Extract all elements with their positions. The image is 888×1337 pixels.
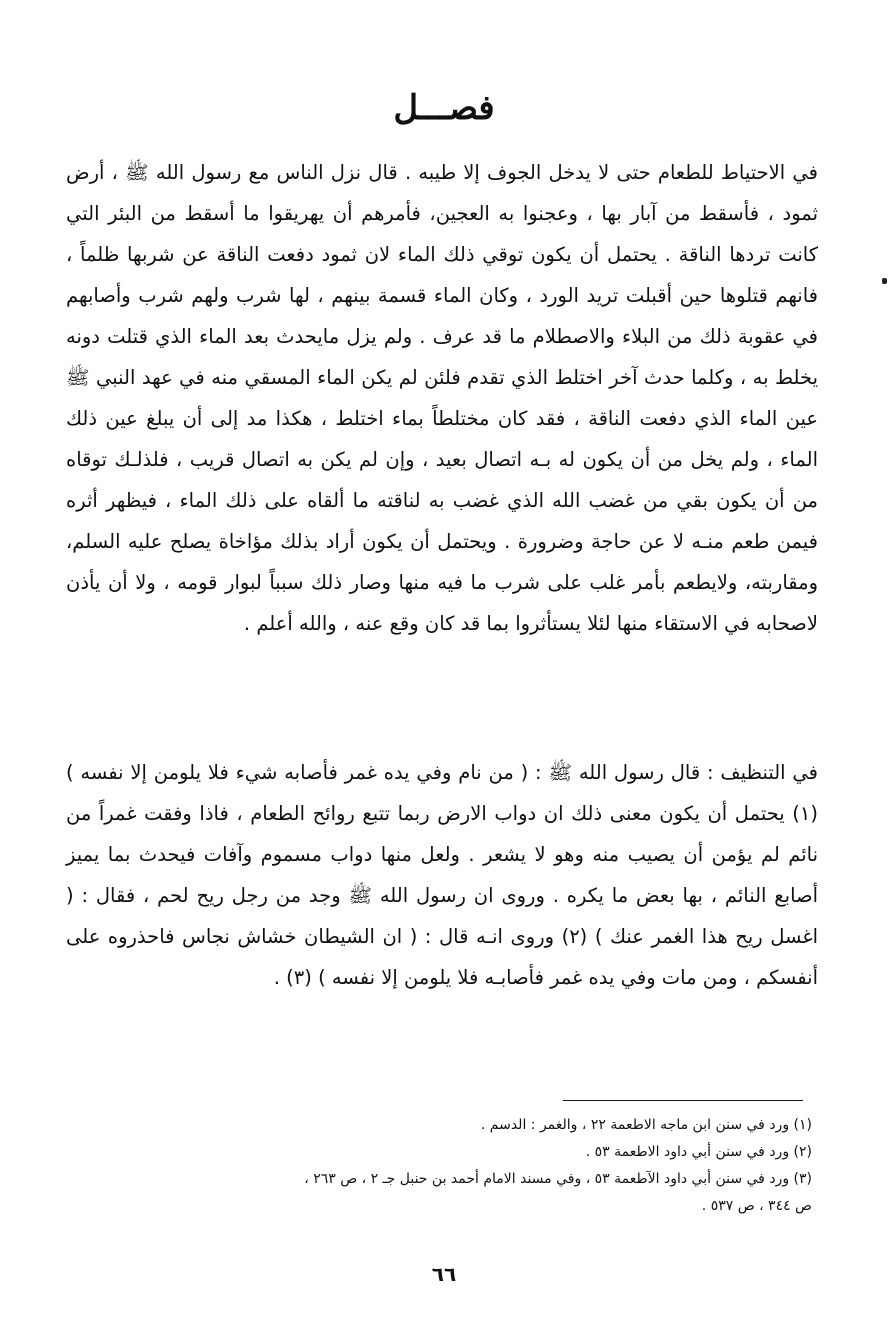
- section-heading: فصـــل: [393, 88, 495, 128]
- footnotes: [60, 1112, 812, 1220]
- footnote-3-continued: ص ٣٤٤ ، ص ٥٣٧ .: [701, 1198, 812, 1214]
- body-paragraph-2: في التنظيف : قال رسول الله ﷺ : ( من نام وفي يده غمر فأصابه شيء فلا يلومن إلا نفسه ) (١) يحتمل أن يكون معنى ذلك ان دواب الارض ربما تتبع روائح الطعام ، فاذا وفقت غمراً من نائم لم يؤمن أن يصيب منه وهو لا يشعر . ولعل منها دواب مسموم وآفات فيحدث بما يميز أصابع النائم ، بها بعض ما يكره . وروى ان رسول الله ﷺ وجد من رجل ريح لحم ، فقال : ( اغسل ريح هذا الغمر عنك ) (٢) وروى انـه قال : ( ان الشيطان خشاش نجاس فاحذروه على أنفسكم ، ومن مات وفي يده غمر فأصابـه فلا يلومن إلا نفسه ) (٣) .: [66, 761, 819, 989]
- footnote-3: (٣) ورد في سنن أبي داود الآطعمة ٥٣ ، وفي مسند الامام أحمد بن حنبل جـ ٢ ، ص ٢٦٣ ،: [304, 1171, 812, 1187]
- footnote-2: (٢) ورد في سنن أبي داود الاطعمة ٥٣ .: [585, 1144, 812, 1160]
- footnote-separator: [563, 1100, 803, 1101]
- page-number: ٦٦: [431, 1262, 457, 1286]
- scan-edge-mark: [882, 278, 887, 284]
- body-paragraph-1: في الاحتياط للطعام حتى لا يدخل الجوف إلا طيبه . قال نزل الناس مع رسول الله ﷺ ، أرض ثمود ، فأسقط من آبار بها ، وعجنوا به العجين، فأمرهم أن يهريقوا ما أسقط من البئر التي كانت تردها الناقة . يحتمل أن يكون توقي ذلك الماء لان ثمود دفعت الناقة عن شربها ظلماً ، فانهم قتلوها حين أقبلت تريد الورد ، وكان الماء قسمة بينهم ، لها شرب ولهم شرب وأصابهم في عقوبة ذلك من البلاء والاصطلام ما قد عرف . ولم يزل مايحدث بعد الماء الذي قتلت دونه يخلط به ، وكلما حدث آخر اختلط الذي تقدم فلئن لم يكن الماء المسقي منه في عهد النبي ﷺ عين الماء الذي دفعت الناقة ، فقد كان مختلطاً بماء اختلط ، هكذا مد إلى أن يبلغ عين ذلك الماء ، ولم يخل من أن يكون له بـه اتصال بعيد ، وإن لم يكن به اتصال قريب ، فلذلـك توقاه من أن يكون بقي من غضب الله الذي غضب به لناقته ما ألقاه على ذلك الماء ، فيظهر أثره فيمن طعم منـه لا عن حاجة وضرورة . ويحتمل أن يكون أراد بذلك مؤاخاة يصلح عليه السلم، ومقاربته، ولايطعم بأمر غلب على شرب ما فيه منها وصار ذلك سبباً لبوار قومه ، ولا أن يأذن لاصحابه في الاستقاء منها لئلا يستأثروا بما قد كان وقع عنه ، والله أعلم .: [66, 161, 818, 635]
- footnote-1: (١) ورد في سنن ابن ماجه الاطعمة ٢٢ ، والغمر : الدسم .: [480, 1117, 812, 1133]
